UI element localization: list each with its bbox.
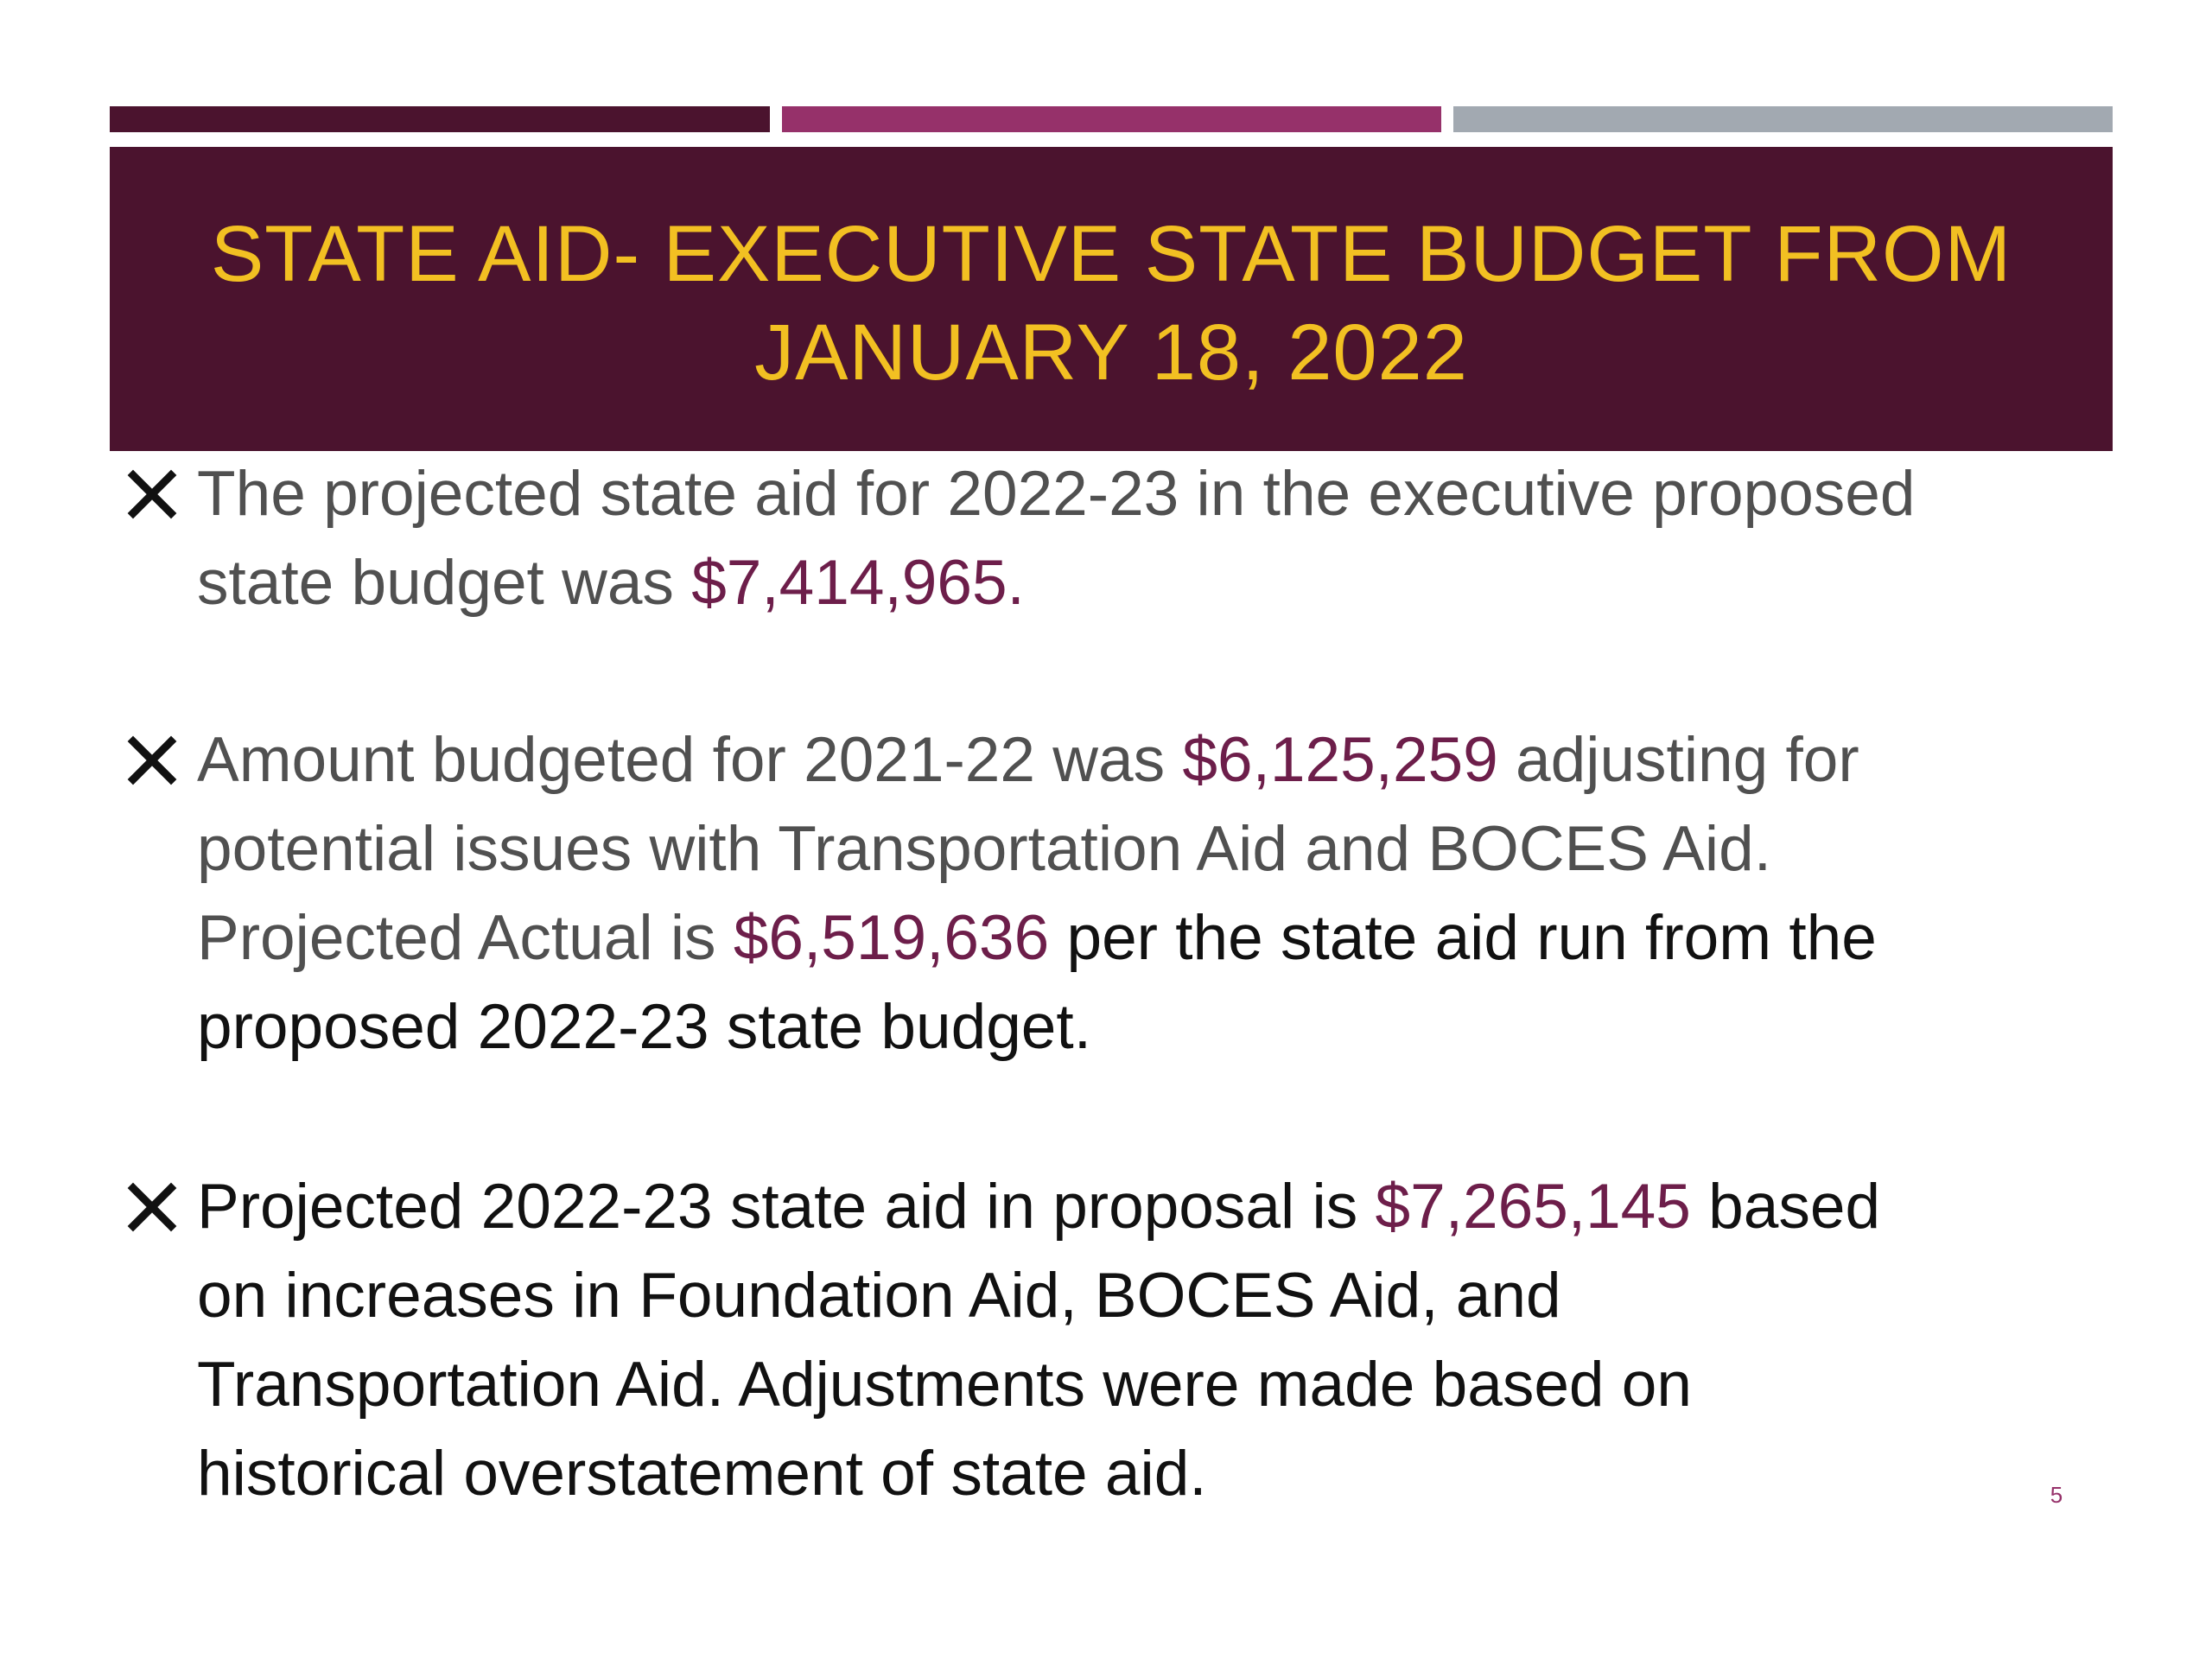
bullet-3-line-2-text: on increases in Foundation Aid, BOCES Aid, and <box>197 1261 1561 1331</box>
bullet-2-line-2 <box>197 804 2108 893</box>
accent-bar-magenta <box>782 106 1441 132</box>
bullet-3-line-2 <box>197 1251 2108 1340</box>
x-mark-icon <box>121 1174 183 1236</box>
slide-title-line-1: STATE AID- EXECUTIVE STATE BUDGET FROM <box>210 210 2012 298</box>
bullet-1-line-2-text: state budget was <box>197 548 692 618</box>
bullet-3-line-1-text-b: based <box>1690 1172 1881 1242</box>
budgeted-amount: $6,125,259 <box>1182 725 1498 795</box>
projected-state-aid-amount: $7,414,965. <box>691 548 1025 618</box>
bullet-3-line-1-text-a: Projected 2022-23 state aid in proposal is <box>197 1172 1376 1242</box>
bullet-text-2 <box>197 715 2108 1071</box>
bullet-3-line-1 <box>197 1162 2108 1251</box>
proposal-state-aid-amount: $7,265,145 <box>1375 1172 1691 1242</box>
bullet-2-line-4-text: proposed 2022-23 state budget. <box>197 992 1091 1062</box>
bullet-2-line-1-text-a: Amount budgeted for 2021-22 was <box>197 725 1183 795</box>
bullet-3-line-4-text: historical overstatement of state aid. <box>197 1439 1207 1509</box>
bullet-3-line-3-text: Transportation Aid. Adjustments were made based on <box>197 1350 1693 1420</box>
bullet-2-line-3 <box>197 893 2108 982</box>
bullet-1-line-2 <box>197 538 2108 627</box>
bullet-1-line-1-text: The projected state aid for 2022-23 in the executive proposed <box>197 459 1916 529</box>
x-mark-icon <box>121 728 183 790</box>
bullet-item-2 <box>121 715 2108 1071</box>
title-banner <box>110 147 2113 451</box>
accent-bar-gray <box>1453 106 2113 132</box>
bullet-2-line-3-text-b: per the state aid run from the <box>1049 903 1877 973</box>
bullet-2-line-1-text-b: adjusting for <box>1497 725 1859 795</box>
bullet-2-line-4 <box>197 982 2108 1071</box>
bullet-2-line-3-text-a: Projected Actual is <box>197 903 734 973</box>
bullet-item-3 <box>121 1162 2108 1518</box>
bullet-1-line-1 <box>197 449 2108 538</box>
page-number: 5 <box>2050 1482 2063 1508</box>
bullet-3-line-3 <box>197 1340 2108 1429</box>
bullet-2-line-2-text: potential issues with Transportation Aid and BOCES Aid. <box>197 814 1771 884</box>
bullet-text-3 <box>197 1162 2108 1518</box>
bullet-2-line-1 <box>197 715 2108 804</box>
bullet-text-1 <box>197 449 2108 627</box>
accent-bar-plum <box>110 106 770 132</box>
bullet-3-line-4 <box>197 1429 2108 1518</box>
x-mark-icon <box>121 461 183 524</box>
bullet-item-1 <box>121 449 2108 627</box>
projected-actual-amount: $6,519,636 <box>733 903 1050 973</box>
slide-title-line-2: JANUARY 18, 2022 <box>754 308 1468 397</box>
